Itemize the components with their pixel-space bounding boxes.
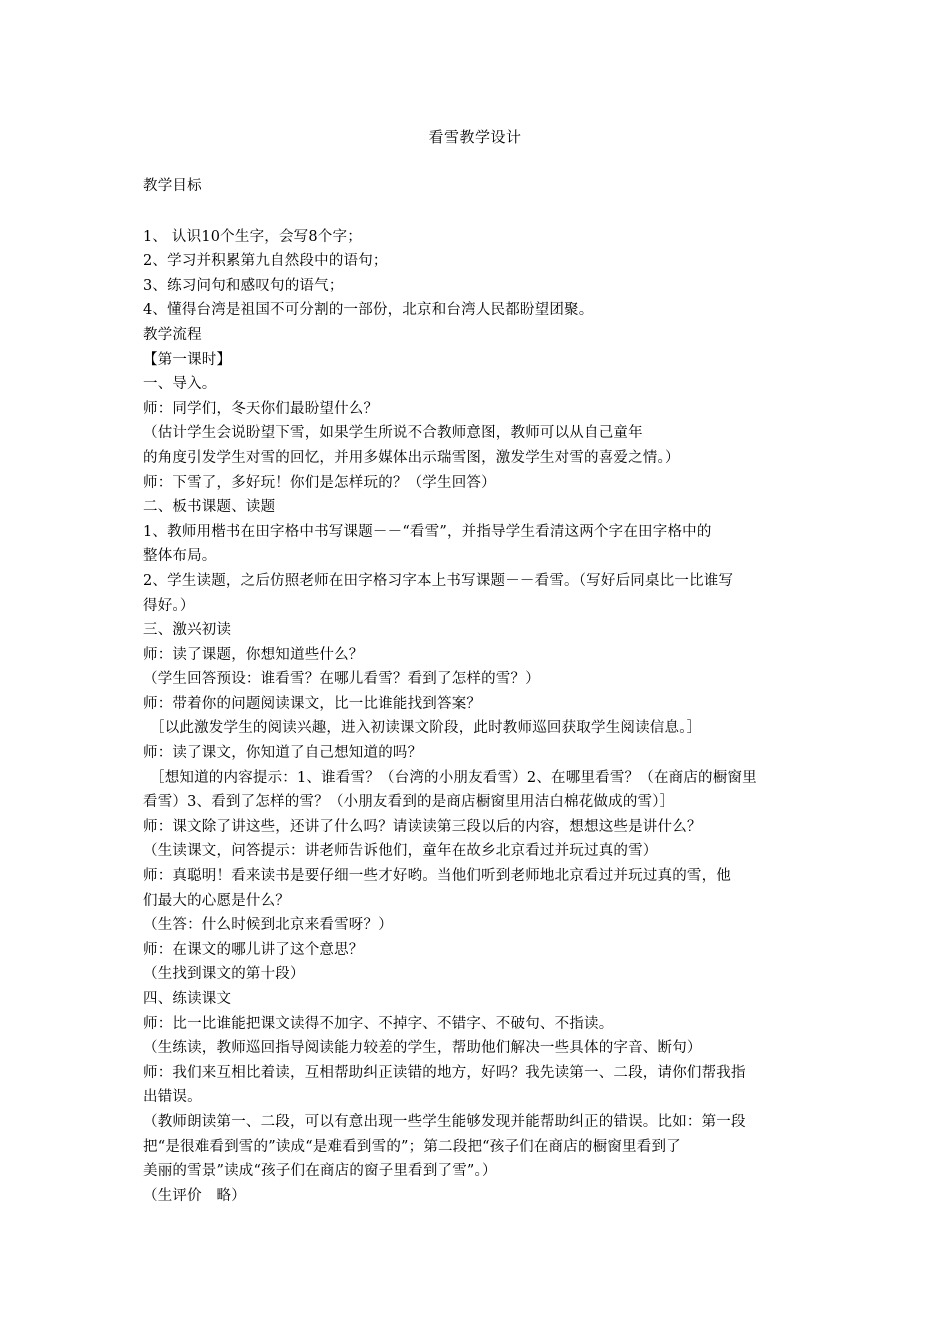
text-line: ［想知道的内容提示：1、谁看雪？（台湾的小朋友看雪）2、在哪里看雪？（在商店的橱窗里: [150, 769, 757, 786]
text-line: 四、练读课文: [143, 991, 232, 1007]
document-title: 看雪教学设计: [428, 128, 522, 146]
lesson-label: 【第一课时】: [143, 351, 232, 368]
text-line: （生评价 略）: [143, 1187, 246, 1204]
document-body: [143, 174, 813, 1208]
text-line: 师：真聪明！看来读书是要仔细一些才好哟。当他们听到老师地北京看过并玩过真的雪，他: [143, 868, 731, 885]
goal-item: 2、学习并积累第九自然段中的语句；: [143, 253, 388, 270]
goal-item: 1、 认识10个生字，会写8个字；: [143, 228, 362, 245]
text-line: 的角度引发学生对雪的回忆，并用多媒体出示瑞雪图，激发学生对雪的喜爱之情。）: [143, 449, 680, 466]
text-line: （生练读，教师巡回指导阅读能力较差的学生，帮助他们解决一些具体的字音、断句）: [143, 1040, 702, 1057]
text-line: （估计学生会说盼望下雪，如果学生所说不合教师意图，教师可以从自己童年: [143, 425, 643, 442]
text-line: 出错误。: [143, 1089, 202, 1106]
text-line: 师：在课文的哪儿讲了这个意思？: [143, 941, 364, 958]
text-line: 师：课文除了讲这些，还讲了什么吗？请读读第三段以后的内容，想想这些是讲什么？: [143, 818, 702, 835]
text-line: 整体布局。: [143, 548, 217, 565]
text-line: 二、板书课题、读题: [143, 499, 276, 516]
text-line: （生读课文，问答提示：讲老师告诉他们，童年在故乡北京看过并玩过真的雪）: [143, 843, 658, 860]
goal-item: 4、懂得台湾是祖国不可分割的一部份，北京和台湾人民都盼望团聚。: [143, 302, 594, 319]
text-line: 师：下雪了，多好玩！你们是怎样玩的？（学生回答）: [143, 474, 496, 491]
text-line: 1、教师用楷书在田字格中书写课题－－“看雪”，并指导学生看清这两个字在田字格中的: [143, 523, 712, 540]
text-line: 得好。）: [143, 597, 195, 614]
text-line: 师：读了课文，你知道了自己想知道的吗？: [143, 745, 423, 762]
text-line: 2、学生读题，之后仿照老师在田字格习字本上书写课题－－看雪。（写好后同桌比一比谁写: [143, 572, 734, 589]
text-line: ［以此激发学生的阅读兴趣，进入初读课文阶段，此时教师巡回获取学生阅读信息。］: [150, 720, 702, 737]
goal-item: 3、练习问句和感叹句的语气；: [143, 277, 344, 294]
text-line: 三、激兴初读: [143, 622, 232, 639]
text-line: （生答：什么时候到北京来看雪呀？）: [143, 917, 393, 934]
text-line: 美丽的雪景”读成“孩子们在商店的窗子里看到了雪”。）: [143, 1163, 497, 1180]
section-heading-goals: 教学目标: [143, 178, 202, 194]
spacer: [143, 199, 813, 225]
text-line: （教师朗读第一、二段，可以有意出现一些学生能够发现并能帮助纠正的错误。比如：第一段: [143, 1113, 746, 1130]
text-line: 一、导入。: [143, 376, 217, 393]
text-line: 师：读了课题，你想知道些什么？: [143, 646, 364, 663]
text-line: （生找到课文的第十段）: [143, 966, 305, 983]
text-line: 把“是很难看到雪的”读成“是难看到雪的”；第二段把“孩子们在商店的橱窗里看到了: [143, 1138, 681, 1155]
text-line: （学生回答预设：谁看雪？在哪儿看雪？看到了怎样的雪？）: [143, 671, 540, 688]
text-line: 们最大的心愿是什么？: [143, 892, 290, 909]
text-line: 师：同学们，冬天你们最盼望什么？: [143, 400, 379, 417]
text-line: 师：我们来互相比着读，互相帮助纠正读错的地方，好吗？我先读第一、二段，请你们帮我指: [143, 1064, 746, 1081]
text-line: 看雪）3、看到了怎样的雪？（小朋友看到的是商店橱窗里用洁白棉花做成的雪）］: [143, 794, 675, 811]
text-line: 师：比一比谁能把课文读得不加字、不掉字、不错字、不破句、不指读。: [143, 1015, 614, 1032]
text-line: 师：带着你的问题阅读课文，比一比谁能找到答案？: [143, 695, 482, 712]
section-heading-process: 教学流程: [143, 326, 202, 343]
